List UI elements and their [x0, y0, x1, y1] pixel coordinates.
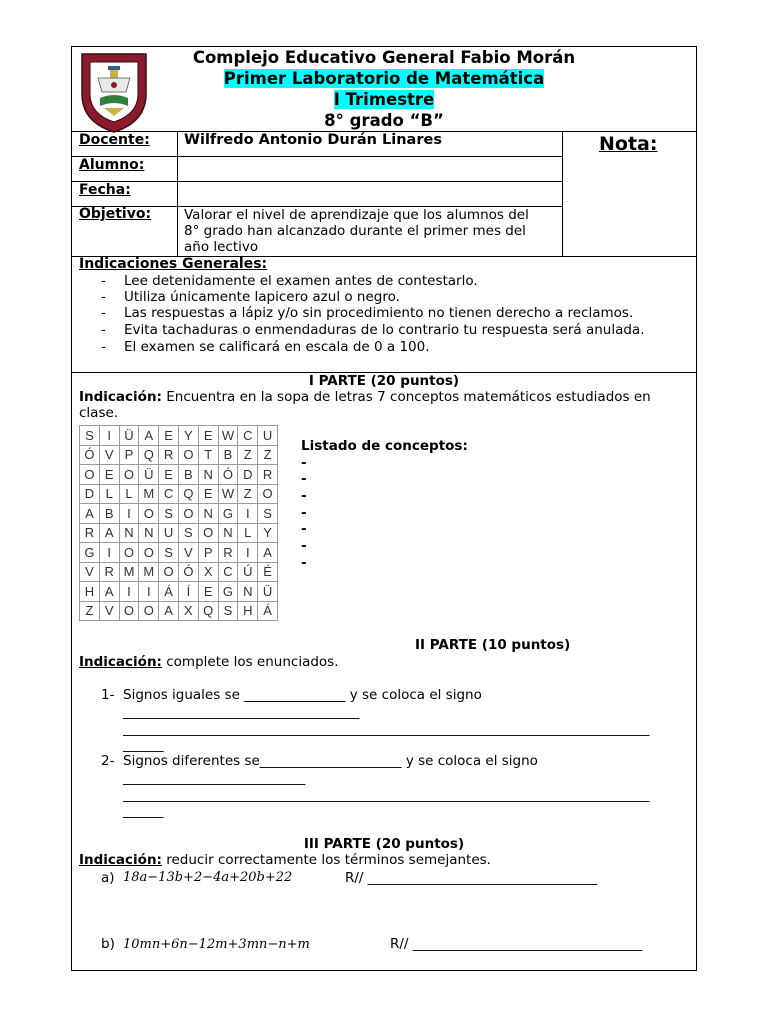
word-search-cell[interactable]: O: [258, 484, 278, 504]
word-search-cell[interactable]: G: [80, 543, 100, 563]
general-item-dash: -: [101, 322, 106, 338]
word-search-cell[interactable]: E: [198, 484, 218, 504]
word-search-cell[interactable]: E: [99, 465, 119, 485]
concept-blank-3[interactable]: -: [301, 488, 307, 504]
word-search-cell[interactable]: L: [119, 484, 139, 504]
q2-answer-line-1[interactable]: ___________________________: [123, 770, 306, 786]
word-search-cell[interactable]: Z: [238, 445, 258, 465]
exercise-b-label: b): [101, 936, 115, 952]
general-item: Utiliza únicamente lapicero azul o negro.: [124, 289, 400, 305]
concept-blank-7[interactable]: -: [301, 555, 307, 571]
fecha-field[interactable]: [179, 182, 561, 205]
objetivo-label: Objetivo:: [79, 206, 152, 222]
word-search-cell[interactable]: R: [99, 562, 119, 582]
part2-instruction: [79, 654, 339, 670]
term-title: [72, 90, 696, 109]
part1-ind-text: Encuentra en la sopa de letras 7 conceptos matemáticos estudiados en: [161, 389, 651, 405]
part1-instruction: [79, 389, 651, 405]
word-search-cell[interactable]: O: [119, 543, 139, 563]
word-search-row: [80, 562, 278, 582]
word-search-cell[interactable]: A: [159, 601, 179, 621]
word-search-cell[interactable]: P: [198, 543, 218, 563]
word-search-row: [80, 543, 278, 563]
word-search-cell[interactable]: O: [139, 504, 159, 524]
general-item-dash: -: [101, 289, 106, 305]
part2-ind-text: complete los enunciados.: [161, 654, 339, 670]
general-item-dash: -: [101, 273, 106, 289]
part2-ind-label: Indicación:: [79, 654, 162, 670]
word-search-cell[interactable]: L: [238, 523, 258, 543]
word-search-cell[interactable]: I: [238, 504, 258, 524]
word-search-cell[interactable]: N: [218, 523, 238, 543]
q2-number: 2-: [101, 753, 115, 769]
word-search-cell[interactable]: Ó: [178, 562, 198, 582]
word-search-cell[interactable]: G: [218, 582, 238, 602]
word-search-cell[interactable]: Z: [258, 445, 278, 465]
word-search-cell[interactable]: M: [139, 484, 159, 504]
word-search-cell[interactable]: O: [119, 465, 139, 485]
q2-answer-line-2[interactable]: ______________________________________________________________________________: [123, 787, 650, 803]
word-search-cell[interactable]: N: [198, 465, 218, 485]
q1-answer-line-3[interactable]: ______: [123, 737, 164, 753]
word-search-cell[interactable]: Ó: [218, 465, 238, 485]
word-search-row: [80, 601, 278, 621]
word-search-cell[interactable]: D: [238, 465, 258, 485]
word-search-cell[interactable]: O: [139, 543, 159, 563]
docente-label: Docente:: [79, 132, 150, 148]
word-search-cell[interactable]: É: [258, 562, 278, 582]
concept-blank-2[interactable]: -: [301, 471, 307, 487]
divider-nota-col: [562, 131, 563, 256]
word-search-cell[interactable]: N: [198, 504, 218, 524]
word-search-cell[interactable]: S: [258, 504, 278, 524]
general-item-dash: -: [101, 305, 106, 321]
word-search-cell[interactable]: W: [218, 426, 238, 446]
word-search-cell[interactable]: R: [218, 543, 238, 563]
word-search-row: [80, 504, 278, 524]
word-search-cell[interactable]: B: [99, 504, 119, 524]
part1-ind-label: Indicación:: [79, 389, 162, 405]
word-search-cell[interactable]: O: [159, 562, 179, 582]
part1-title: I PARTE (20 puntos): [308, 373, 460, 389]
word-search-cell[interactable]: V: [80, 562, 100, 582]
word-search-cell[interactable]: W: [218, 484, 238, 504]
exercise-a-expression: 18a−13b+2−4a+20b+22: [123, 870, 293, 885]
school-name: Complejo Educativo General Fabio Morán: [192, 48, 576, 67]
word-search-row: [80, 523, 278, 543]
word-search-cell[interactable]: A: [99, 523, 119, 543]
word-search-row: [80, 582, 278, 602]
objetivo-line-1: Valorar el nivel de aprendizaje que los alumnos del: [184, 207, 529, 223]
word-search-cell[interactable]: O: [178, 504, 198, 524]
word-search-cell[interactable]: Á: [159, 582, 179, 602]
word-search-cell[interactable]: N: [139, 523, 159, 543]
word-search-cell[interactable]: A: [139, 426, 159, 446]
word-search-cell[interactable]: Ü: [139, 465, 159, 485]
concept-blank-6[interactable]: -: [301, 538, 307, 554]
word-search-cell[interactable]: H: [238, 601, 258, 621]
word-search-row: [80, 484, 278, 504]
word-search-cell[interactable]: R: [80, 523, 100, 543]
word-search-cell[interactable]: S: [159, 504, 179, 524]
word-search-cell[interactable]: P: [119, 445, 139, 465]
word-search-cell[interactable]: Z: [80, 601, 100, 621]
part3-title: III PARTE (20 puntos): [303, 836, 465, 852]
word-search-cell[interactable]: E: [159, 465, 179, 485]
nota-label: Nota:: [599, 133, 658, 155]
word-search-cell[interactable]: I: [99, 543, 119, 563]
word-search-cell[interactable]: B: [218, 445, 238, 465]
word-search-cell[interactable]: S: [159, 543, 179, 563]
word-search-cell[interactable]: C: [238, 426, 258, 446]
exercise-b-answer[interactable]: R// __________________________________: [390, 936, 643, 952]
word-search-cell[interactable]: Ü: [119, 426, 139, 446]
objetivo-line-2: 8° grado han alcanzado durante el primer mes del: [184, 223, 526, 239]
part3-ind-text: reducir correctamente los términos semejantes.: [161, 852, 491, 868]
word-search-cell[interactable]: Ü: [258, 582, 278, 602]
word-search-cell[interactable]: X: [178, 601, 198, 621]
general-item-dash: -: [101, 339, 106, 355]
q1-text: Signos iguales se _______________ y se coloca el signo: [123, 687, 482, 703]
lab-title: [72, 69, 696, 88]
word-search-row: [80, 426, 278, 446]
word-search-cell[interactable]: L: [99, 484, 119, 504]
word-search-cell[interactable]: R: [159, 445, 179, 465]
word-search-cell[interactable]: Á: [258, 601, 278, 621]
alumno-label: Alumno:: [79, 157, 145, 173]
q1-answer-line-2[interactable]: ______________________________________________________________________________: [123, 721, 650, 737]
word-search-cell[interactable]: Ó: [80, 445, 100, 465]
part2-title: II PARTE (10 puntos): [415, 637, 571, 653]
word-search-cell[interactable]: N: [119, 523, 139, 543]
word-search-cell[interactable]: D: [80, 484, 100, 504]
word-search-cell[interactable]: E: [198, 582, 218, 602]
word-search-cell[interactable]: T: [198, 445, 218, 465]
concept-blank-5[interactable]: -: [301, 521, 307, 537]
word-search-grid: [79, 425, 278, 621]
word-search-cell[interactable]: E: [159, 426, 179, 446]
part3-ind-label: Indicación:: [79, 852, 162, 868]
word-search-cell[interactable]: V: [99, 601, 119, 621]
word-search-cell[interactable]: I: [119, 582, 139, 602]
word-search-cell[interactable]: Y: [258, 523, 278, 543]
word-search-cell[interactable]: Q: [198, 601, 218, 621]
word-search-cell[interactable]: I: [119, 504, 139, 524]
q1-answer-line-1[interactable]: ___________________________________: [123, 704, 360, 720]
lab-title-text: Primer Laboratorio de Matemática: [223, 69, 545, 88]
word-search-cell[interactable]: C: [159, 484, 179, 504]
concept-list-title: Listado de conceptos:: [301, 438, 468, 454]
word-search-cell[interactable]: V: [99, 445, 119, 465]
word-search-cell[interactable]: A: [80, 504, 100, 524]
part3-instruction: [79, 852, 491, 868]
word-search-cell[interactable]: Y: [178, 426, 198, 446]
word-search-cell[interactable]: O: [178, 445, 198, 465]
word-search-cell[interactable]: S: [178, 523, 198, 543]
word-search-cell[interactable]: A: [99, 582, 119, 602]
word-search-cell[interactable]: O: [198, 523, 218, 543]
term-title-text: I Trimestre: [333, 90, 435, 109]
q2-answer-line-3[interactable]: ______: [123, 803, 164, 819]
word-search-cell[interactable]: Ú: [238, 562, 258, 582]
word-search-cell[interactable]: S: [80, 426, 100, 446]
word-search-cell[interactable]: I: [99, 426, 119, 446]
word-search-cell[interactable]: O: [139, 601, 159, 621]
word-search-cell[interactable]: Z: [238, 484, 258, 504]
general-item: Las respuestas a lápiz y/o sin procedimiento no tienen derecho a reclamos.: [124, 305, 634, 321]
exercise-b-expression: 10mn+6n−12m+3mn−n+m: [123, 937, 310, 952]
word-search-cell[interactable]: Q: [139, 445, 159, 465]
grade-title: 8° grado “B”: [324, 111, 444, 130]
word-search-cell[interactable]: H: [80, 582, 100, 602]
divider-label-col: [177, 131, 178, 256]
exercise-a-label: a): [101, 870, 115, 886]
word-search-cell[interactable]: Í: [178, 582, 198, 602]
word-search-cell[interactable]: I: [139, 582, 159, 602]
word-search-cell[interactable]: U: [159, 523, 179, 543]
word-search-cell[interactable]: R: [258, 465, 278, 485]
general-item: Lee detenidamente el examen antes de contestarlo.: [124, 273, 478, 289]
exercise-a-answer[interactable]: R// __________________________________: [345, 870, 598, 886]
word-search-cell[interactable]: U: [258, 426, 278, 446]
q1-number: 1-: [101, 687, 115, 703]
word-search-cell[interactable]: X: [198, 562, 218, 582]
word-search-cell[interactable]: V: [178, 543, 198, 563]
word-search-row: [80, 465, 278, 485]
word-search-cell[interactable]: N: [238, 582, 258, 602]
word-search-cell[interactable]: O: [119, 601, 139, 621]
word-search-cell[interactable]: G: [218, 504, 238, 524]
concept-blank-4[interactable]: -: [301, 505, 307, 521]
general-item: Evita tachaduras o enmendaduras de lo contrario tu respuesta será anulada.: [124, 322, 645, 338]
word-search-row: [80, 445, 278, 465]
word-search-cell[interactable]: I: [238, 543, 258, 563]
word-search-cell[interactable]: M: [119, 562, 139, 582]
part1-instruction-line2: clase.: [79, 405, 119, 421]
general-instructions-title: Indicaciones Generales:: [79, 256, 268, 272]
word-search-cell[interactable]: S: [218, 601, 238, 621]
word-search-cell[interactable]: E: [198, 426, 218, 446]
objetivo-line-3: año lectivo: [184, 239, 259, 255]
docente-value: Wilfredo Antonio Durán Linares: [184, 132, 442, 148]
general-item: El examen se calificará en escala de 0 a 100.: [124, 339, 430, 355]
word-search-cell[interactable]: A: [258, 543, 278, 563]
concept-blank-1[interactable]: -: [301, 455, 307, 471]
q2-text: Signos diferentes se_____________________ y se coloca el signo: [123, 753, 538, 769]
word-search-cell[interactable]: M: [139, 562, 159, 582]
fecha-label: Fecha:: [79, 182, 131, 198]
word-search-cell[interactable]: C: [218, 562, 238, 582]
word-search-cell[interactable]: Q: [178, 484, 198, 504]
word-search-cell[interactable]: B: [178, 465, 198, 485]
word-search-cell[interactable]: O: [80, 465, 100, 485]
alumno-field[interactable]: [179, 157, 561, 180]
